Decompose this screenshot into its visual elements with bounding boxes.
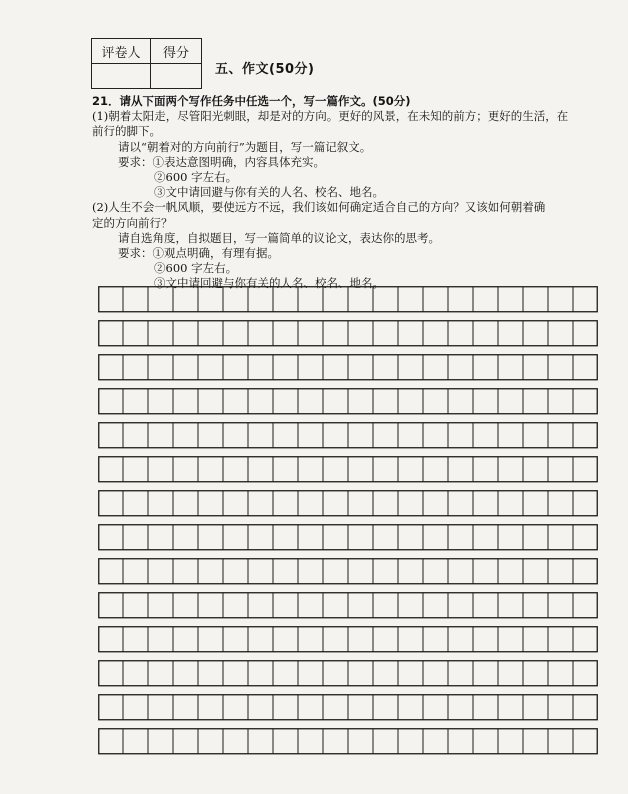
grid-row[interactable] [99, 729, 598, 754]
grid-row[interactable] [99, 457, 598, 482]
task1-line1: (1)朝着太阳走，尽管阳光刺眼，却是对的方向。更好的风景，在未知的前方；更好的生活，在 [92, 109, 569, 124]
writing-grid[interactable] [98, 286, 598, 786]
task1-requirement-2: ②600 字左右。 [154, 170, 238, 185]
task1-line2: 前行的脚下。 [92, 124, 161, 139]
scorer-cell[interactable] [92, 64, 151, 89]
task2-line1: (2)人生不会一帆风顺，要使远方不远，我们该如何确定适合自己的方向？又该如何朝着确 [92, 200, 546, 215]
writing-grid-lines[interactable] [98, 286, 598, 786]
grid-row[interactable] [99, 355, 598, 380]
grid-row[interactable] [99, 593, 598, 618]
grid-row[interactable] [99, 627, 598, 652]
grid-row[interactable] [99, 423, 598, 448]
grid-row[interactable] [99, 525, 598, 550]
grid-row[interactable] [99, 389, 598, 414]
score-cell[interactable] [151, 64, 202, 89]
grid-row[interactable] [99, 491, 598, 516]
question-stem: 21．请从下面两个写作任务中任选一个，写一篇作文。(50分) [92, 94, 411, 108]
task2-requirement-1: 要求：①观点明确，有理有据。 [118, 246, 279, 261]
task1-instruction: 请以“朝着对的方向前行”为题目，写一篇记叙文。 [118, 139, 372, 154]
scorer-header: 评卷人 [92, 39, 151, 64]
grid-row[interactable] [99, 661, 598, 686]
task2-requirement-2: ②600 字左右。 [154, 261, 238, 276]
grid-row[interactable] [99, 559, 598, 584]
scorer-table [91, 38, 202, 89]
section-title: 五、作文(50分) [215, 62, 315, 77]
question-block [92, 94, 612, 292]
grid-row[interactable] [99, 287, 598, 312]
grid-row[interactable] [99, 695, 598, 720]
task1-requirement-1: 要求：①表达意图明确，内容具体充实。 [118, 154, 325, 169]
task1-requirement-3: ③文中请回避与你有关的人名、校名、地名。 [154, 185, 384, 200]
score-header: 得分 [151, 39, 202, 64]
task2-line2: 定的方向前行？ [92, 215, 173, 230]
task2-instruction: 请自选角度，自拟题目，写一篇简单的议论文，表达你的思考。 [118, 230, 440, 245]
task2-requirement-3: ③文中请回避与你有关的人名、校名、地名。 [154, 276, 384, 291]
grid-row[interactable] [99, 321, 598, 346]
